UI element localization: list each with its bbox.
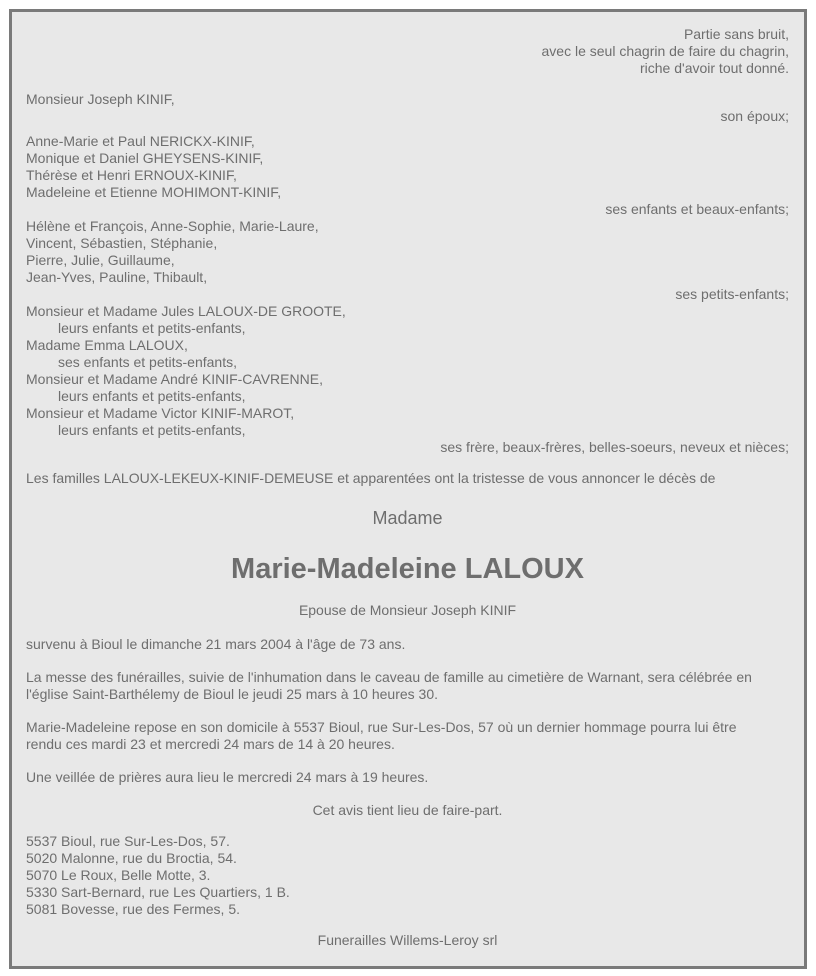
funeral-paragraph xyxy=(26,669,789,703)
poem-line: avec le seul chagrin de faire du chagrin, xyxy=(541,43,789,59)
sibling-family: leurs enfants et petits-enfants, xyxy=(58,388,246,404)
child-name: Madeleine et Etienne MOHIMONT-KINIF, xyxy=(26,184,282,200)
funeral-line: l'église Saint-Barthélemy de Bioul le jeudi 25 mars à 10 heures 30. xyxy=(26,686,439,702)
epouse-line: Epouse de Monsieur Joseph KINIF xyxy=(298,602,517,618)
viewing-paragraph xyxy=(26,719,789,753)
deceased-title: Madame xyxy=(372,508,443,528)
child-name: Anne-Marie et Paul NERICKX-KINIF, xyxy=(26,133,255,149)
grandchild-name: Jean-Yves, Pauline, Thibault, xyxy=(26,269,208,285)
poem-line: Partie sans bruit, xyxy=(683,26,789,42)
poem xyxy=(26,26,789,77)
viewing-line: rendu ces mardi 23 et mercredi 24 mars de 14 à 20 heures. xyxy=(26,736,395,752)
siblings-role: ses frère, beaux-frères, belles-soeurs, neveux et nièces; xyxy=(440,439,789,455)
notice: Cet avis tient lieu de faire-part. xyxy=(312,802,503,818)
address-line: 5537 Bioul, rue Sur-Les-Dos, 57. xyxy=(26,833,230,849)
vigil: Une veillée de prières aura lieu le mercredi 24 mars à 19 heures. xyxy=(26,769,429,785)
obituary-content xyxy=(26,26,789,949)
funeral-line: La messe des funérailles, suivie de l'inhumation dans le caveau de famille au cimetière de Warnant, sera célébrée en xyxy=(26,669,752,685)
children-role: ses enfants et beaux-enfants; xyxy=(605,201,789,217)
address-line: 5020 Malonne, rue du Broctia, 54. xyxy=(26,850,237,866)
poem-line: riche d'avoir tout donné. xyxy=(640,60,789,76)
deceased-name: Marie-Madeleine LALOUX xyxy=(231,553,584,585)
grandchildren-role: ses petits-enfants; xyxy=(675,286,789,302)
viewing-line: Marie-Madeleine repose en son domicile à 5537 Bioul, rue Sur-Les-Dos, 57 où un dernier hommage pourra lui être xyxy=(26,719,737,735)
grandchild-name: Hélène et François, Anne-Sophie, Marie-Laure, xyxy=(26,218,319,234)
funeral-home: Funerailles Willems-Leroy srl xyxy=(317,932,498,948)
spouse-role: son époux; xyxy=(720,108,789,124)
sibling-name: Monsieur et Madame Jules LALOUX-DE GROOTE, xyxy=(26,303,346,319)
obituary-card xyxy=(9,9,807,969)
address-line: 5330 Sart-Bernard, rue Les Quartiers, 1 B. xyxy=(26,884,290,900)
grandchild-name: Pierre, Julie, Guillaume, xyxy=(26,252,175,268)
address-line: 5070 Le Roux, Belle Motte, 3. xyxy=(26,867,211,883)
sibling-family: ses enfants et petits-enfants, xyxy=(58,354,237,370)
child-name: Monique et Daniel GHEYSENS-KINIF, xyxy=(26,150,264,166)
death-info: survenu à Bioul le dimanche 21 mars 2004 à l'âge de 73 ans. xyxy=(26,636,406,652)
child-name: Thérèse et Henri ERNOUX-KINIF, xyxy=(26,167,237,183)
sibling-name: Monsieur et Madame Victor KINIF-MAROT, xyxy=(26,405,295,421)
address-line: 5081 Bovesse, rue des Fermes, 5. xyxy=(26,901,240,917)
sibling-family: leurs enfants et petits-enfants, xyxy=(58,320,246,336)
sibling-family: leurs enfants et petits-enfants, xyxy=(58,422,246,438)
address-list xyxy=(26,833,789,918)
announcement: Les familles LALOUX-LEKEUX-KINIF-DEMEUSE et apparentées ont la tristesse de vous annoncer le décès de xyxy=(26,470,716,486)
sibling-name: Madame Emma LALOUX, xyxy=(26,337,188,353)
grandchild-name: Vincent, Sébastien, Stéphanie, xyxy=(26,235,218,251)
sibling-name: Monsieur et Madame André KINIF-CAVRENNE, xyxy=(26,371,323,387)
spouse-name: Monsieur Joseph KINIF, xyxy=(26,91,175,107)
